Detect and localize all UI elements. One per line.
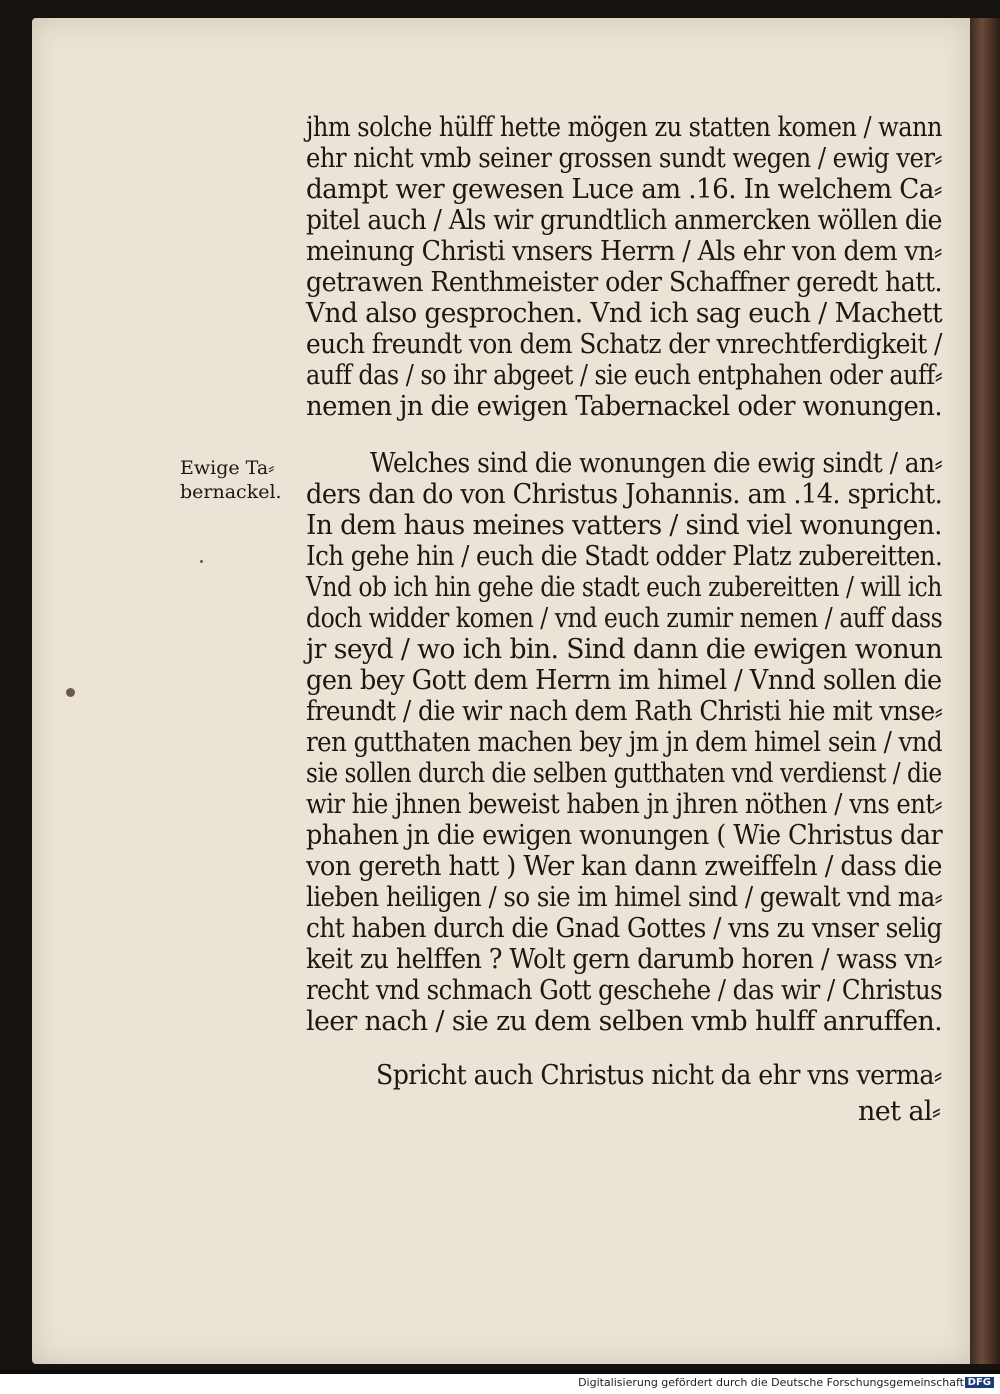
text-line: nemen jn die ewigen Tabernackel oder wonungen.: [306, 391, 943, 422]
dfg-logo: DFG: [965, 1377, 994, 1388]
text-line: ren gutthaten machen bey jm jn dem himel sein / vnd: [306, 727, 943, 758]
footer-bar: [0, 1374, 1000, 1394]
margin-note-line: bernackel.: [180, 481, 282, 503]
ink-spot: [200, 560, 203, 563]
text-line: phahen jn die ewigen wonungen ( Wie Christus dar: [306, 820, 943, 851]
text-line: In dem haus meines vatters / sind viel wonungen.: [306, 510, 942, 541]
footer-credit: Digitalisierung gefördert durch die Deutsche Forschungsgemeinschaft: [578, 1376, 964, 1389]
margin-note: [180, 456, 282, 504]
text-line: Ich gehe hin / euch die Stadt odder Platz zubereitten.: [306, 541, 943, 572]
text-line: ehr nicht vmb seiner grossen sundt wegen / ewig ver⸗: [306, 143, 942, 174]
ink-spot: [66, 688, 75, 697]
text-line: keit zu helffen ? Wolt gern darumb horen / wass vn⸗: [306, 944, 942, 975]
text-line: euch freundt von dem Schatz der vnrechtferdigkeit /: [306, 329, 942, 360]
text-line: Welches sind die wonungen die ewig sindt / an⸗: [370, 448, 943, 479]
text-line: jhm solche hülff hette mögen zu statten komen / wann: [306, 112, 942, 143]
text-line: dampt wer gewesen Luce am .16. In welchem Ca⸗: [306, 174, 942, 205]
text-line: freundt / die wir nach dem Rath Christi hie mit vnse⸗: [306, 696, 943, 727]
text-line: Spricht auch Christus nicht da ehr vns verma⸗: [376, 1060, 942, 1091]
text-line: Vnd also gesprochen. Vnd ich sag euch / Machett: [306, 298, 942, 329]
text-line: sie sollen durch die selben gutthaten vnd verdienst / die: [306, 758, 942, 789]
text-line: meinung Christi vnsers Herrn / Als ehr von dem vn⸗: [306, 236, 942, 267]
text-line: jr seyd / wo ich bin. Sind dann die ewigen wonun: [306, 634, 943, 665]
text-line: lieben heiligen / so sie im himel sind / gewalt vnd ma⸗: [306, 882, 943, 913]
text-line: gen bey Gott dem Herrn im himel / Vnnd sollen die: [306, 665, 942, 696]
catchword: net al⸗: [858, 1096, 941, 1127]
text-line: cht haben durch die Gnad Gottes / vns zu vnser selig: [306, 913, 942, 944]
text-line: leer nach / sie zu dem selben vmb hulff anruffen.: [306, 1006, 942, 1037]
text-line: von gereth hatt ) Wer kan dann zweiffeln / dass die: [306, 851, 942, 882]
text-line: wir hie jhnen beweist haben jn jhren nöthen / vns ent⸗: [306, 789, 943, 820]
text-line: recht vnd schmach Gott geschehe / das wir / Christus: [306, 975, 943, 1006]
margin-note-line: Ewige Ta⸗: [180, 457, 275, 479]
text-line: doch widder komen / vnd euch zumir nemen / auff dass: [306, 603, 943, 634]
book-spine-edge: [970, 18, 1000, 1364]
text-line: Vnd ob ich hin gehe die stadt euch zubereitten / will ich: [306, 572, 942, 603]
text-line: ders dan do von Christus Johannis. am .14. spricht.: [306, 479, 943, 510]
text-line: getrawen Renthmeister oder Schaffner geredt hatt.: [306, 267, 942, 298]
text-line: auff das / so ihr abgeet / sie euch entphahen oder auff⸗: [306, 360, 943, 391]
text-line: pitel auch / Als wir grundtlich anmercken wöllen die: [306, 205, 942, 236]
